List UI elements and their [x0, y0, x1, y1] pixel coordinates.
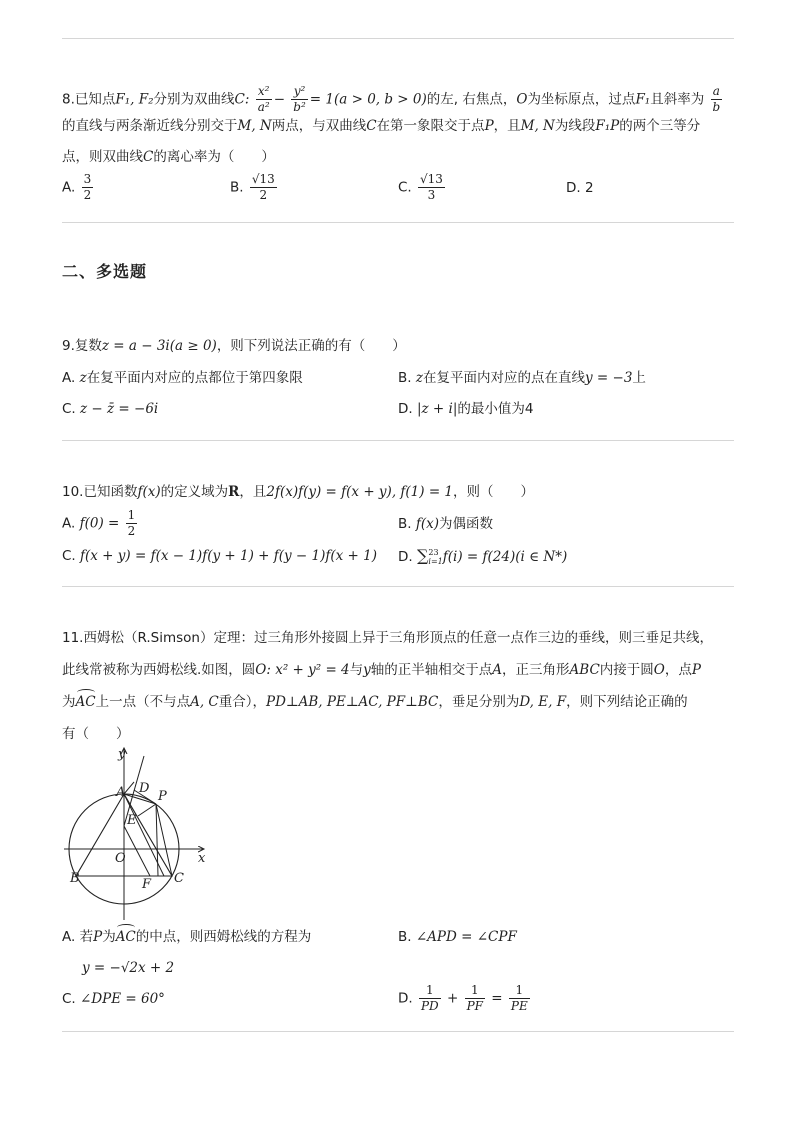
q11-text: 重合）， [218, 694, 267, 710]
q11-option-c[interactable] [62, 989, 165, 1009]
simson-line-extension [124, 826, 150, 876]
section-title: 二、多选题 [62, 262, 148, 281]
q9-math: z = a − 3i(a ≥ 0) [101, 338, 217, 354]
q8-math: M, N [520, 118, 555, 134]
sum-symbol: ∑ [416, 546, 429, 565]
label-c: C [174, 871, 184, 886]
q11-text: 内接于圆 [599, 662, 654, 678]
plus-sign: + [446, 990, 459, 1007]
simson-figure [60, 742, 220, 922]
q9-text: ，则下列说法正确的有（ ） [216, 338, 406, 354]
q8-option-a[interactable] [62, 172, 95, 203]
q8-line-3 [62, 147, 275, 167]
label-a: A [116, 785, 126, 800]
q11-option-d[interactable] [398, 983, 532, 1014]
option-fraction: $\frac{1}{PE}$ [510, 983, 528, 1013]
option-math: f(i) = f(24)(i ∈ N*) [442, 549, 568, 565]
q10-math: 2f(x)f(y) = f(x + y), f(1) = 1 [266, 484, 454, 500]
option-label: D. [398, 990, 413, 1007]
q8-math: F₁ [635, 91, 651, 108]
option-math: ∠DPE = 60° [80, 991, 165, 1007]
q8-text: 两点，与双曲线 [271, 118, 367, 134]
q9-option-c[interactable] [62, 399, 158, 419]
option-label: B. [230, 179, 244, 196]
option-label: A. [62, 179, 76, 196]
segment-ab-ext [124, 782, 134, 794]
q8-math: C: [234, 91, 250, 108]
label-d: D [139, 781, 150, 796]
divider [62, 586, 734, 587]
q8-math: C [366, 118, 377, 134]
q9-option-a[interactable] [62, 368, 303, 388]
option-text: 在复平面内对应的点在直线 [422, 370, 585, 386]
top-divider [62, 38, 734, 39]
q11-math: D, E, F [519, 694, 567, 710]
option-text: 的中点，则西姆松线的方程为 [135, 929, 312, 945]
q11-math: A [492, 662, 503, 678]
q11-text: 11.西姆松（R.Simson）定理：过三角形外接圆上异于三角形顶点的任意一点作三边的垂线，则三垂足共线， [62, 630, 713, 646]
q11-text: 此线常被称为西姆松线.如图，圆 [62, 662, 256, 678]
q8-math: F₁, F₂ [115, 91, 154, 108]
option-math: z [415, 370, 423, 386]
q8-math: P [484, 118, 494, 134]
label-o: O [115, 851, 126, 866]
option-math: P [93, 929, 103, 945]
option-text: 上 [632, 370, 646, 386]
q10-option-c[interactable] [62, 546, 377, 566]
segment-pe [138, 804, 156, 816]
option-math: ∠APD = ∠CPF [415, 929, 517, 945]
label-f: F [142, 877, 152, 892]
q11-math: PD⊥AB, PE⊥AC, PF⊥BC [266, 694, 439, 710]
q8-option-d[interactable] [566, 178, 594, 198]
q9-option-d[interactable] [398, 399, 534, 419]
q11-text: 有（ ） [62, 726, 130, 742]
q8-text: 在第一象限交于点 [376, 118, 485, 134]
q8-fraction-y: $\frac{\text{y²}}{\text{b²}}$ [293, 84, 306, 114]
q8-text: 点，则双曲线 [62, 149, 143, 165]
q11-math: O: x² + y² = 4 [255, 662, 350, 678]
q11-line-2 [62, 660, 701, 680]
q8-text: 8.已知点 [62, 91, 116, 108]
option-label: B. [398, 370, 412, 386]
option-text: 的最小值为4 [457, 401, 534, 417]
q8-text: 且斜率为 [650, 91, 705, 108]
label-x: x [198, 851, 206, 866]
option-label: A. [62, 929, 76, 945]
q8-slope-fraction: $\frac{a}{b}$ [712, 84, 721, 114]
option-text: 为 [102, 929, 116, 945]
q8-option-b[interactable] [230, 172, 279, 203]
option-math: y = −√2x + 2 [82, 960, 175, 976]
q11-text: ，点 [664, 662, 692, 678]
equals-sign: = [491, 990, 503, 1007]
option-text: 若 [79, 929, 94, 945]
q11-text: 为 [62, 694, 76, 710]
option-fraction: $\frac{1}{PF}$ [466, 983, 483, 1013]
option-label: C. [62, 401, 76, 417]
q11-text: ，正三角形 [502, 662, 570, 678]
q10-text: ，且 [239, 484, 267, 500]
divider [62, 222, 734, 223]
option-fraction: $\frac{1}{PD}$ [420, 983, 439, 1013]
q8-math: O [516, 91, 528, 108]
q10-math: R [228, 484, 240, 500]
q10-option-b[interactable] [398, 514, 493, 534]
option-math: z − z̄ = −6i [80, 401, 159, 417]
q8-math: C [143, 149, 154, 165]
q10-text: 的定义域为 [160, 484, 229, 500]
option-math: y = −3 [584, 370, 633, 386]
q8-text: ，且 [493, 118, 521, 134]
option-text: 为偶函数 [439, 516, 494, 532]
option-math: z [79, 370, 87, 386]
divider [62, 440, 734, 441]
q11-arc: AC [75, 694, 96, 710]
q8-line-2 [62, 116, 700, 136]
option-label: C. [62, 548, 76, 564]
option-text: 在复平面内对应的点都位于第四象限 [86, 370, 303, 386]
segment-pf [156, 804, 158, 876]
label-p: P [158, 789, 167, 804]
q11-math: A, C [190, 694, 219, 710]
option-label: D. [566, 180, 581, 196]
option-math: f(0) = [79, 515, 120, 532]
q8-math: F₁P [595, 118, 620, 134]
q8-text: 为坐标原点，过点 [527, 91, 636, 108]
q11-option-b[interactable] [398, 927, 517, 947]
q8-line-1 [62, 84, 724, 115]
q11-math: ABC [569, 662, 600, 678]
option-label: B. [398, 516, 412, 532]
option-label: D. [398, 549, 413, 565]
q8-fraction-x: $\frac{\text{x²}}{\text{a²}}$ [257, 84, 270, 114]
option-fraction: $\frac{√13}{2}$ [251, 172, 275, 202]
q10-stem [62, 482, 534, 502]
q8-text: 为线段 [554, 118, 596, 134]
bottom-divider [62, 1031, 734, 1032]
q11-math: P [691, 662, 701, 678]
option-label: D. [398, 401, 413, 417]
q11-math: O [653, 662, 665, 678]
q8-math: = 1(a > 0, b > 0) [309, 91, 427, 108]
option-label: A. [62, 515, 76, 532]
q10-text: ，则（ ） [453, 484, 535, 500]
option-math: f(x) [415, 516, 440, 532]
q10-option-a[interactable] [62, 508, 139, 539]
label-y: y [118, 747, 126, 762]
q11-text: 轴的正半轴相交于点 [370, 662, 493, 678]
option-fraction: $\frac{√13}{3}$ [420, 172, 443, 202]
q11-line-3 [62, 692, 688, 712]
q8-text: 的两个三等分 [619, 118, 701, 134]
q11-text: 与 [349, 662, 364, 678]
q9-option-b[interactable] [398, 368, 646, 388]
q11-line-4 [62, 724, 130, 744]
q9-text: 9.复数 [62, 338, 102, 354]
sum-limits: 23 i=1 [428, 548, 443, 566]
q11-option-a-equation [82, 958, 174, 978]
q11-option-a[interactable] [62, 927, 311, 947]
q8-math: − [273, 91, 285, 108]
q11-text: ，则下列结论正确的 [566, 694, 688, 710]
q8-text: 的离心率为（ ） [153, 149, 275, 165]
option-label: C. [62, 991, 76, 1007]
option-label: C. [398, 179, 412, 196]
q10-option-d[interactable] [398, 546, 567, 567]
q11-text: ，垂足分别为 [438, 694, 520, 710]
option-label: A. [62, 370, 76, 386]
q11-math: y [363, 662, 371, 678]
option-math: |z + i| [416, 401, 458, 417]
q11-text: 上一点（不与点 [95, 694, 191, 710]
q8-text: 分别为双曲线 [153, 91, 235, 108]
q8-text: 的直线与两条渐近线分别交于 [62, 118, 238, 134]
q10-math: f(x) [137, 484, 161, 500]
q8-option-c[interactable] [398, 172, 447, 203]
option-fraction: $\frac{3}{2}$ [83, 172, 92, 202]
q11-line-1 [62, 628, 713, 648]
option-math: f(x + y) = f(x − 1)f(y + 1) + f(y − 1)f(x + 1) [80, 548, 378, 564]
q8-math: M, N [237, 118, 272, 134]
option-fraction: $\frac{1}{2}$ [127, 508, 136, 538]
option-arc: AC [115, 929, 136, 945]
label-e: E [127, 813, 137, 828]
label-b: B [70, 871, 80, 886]
option-label: B. [398, 929, 412, 945]
q8-text: 的左, 右焦点， [426, 91, 517, 108]
q9-stem [62, 336, 406, 356]
option-value: 2 [584, 180, 594, 196]
q10-text: 10.已知函数 [62, 484, 138, 500]
